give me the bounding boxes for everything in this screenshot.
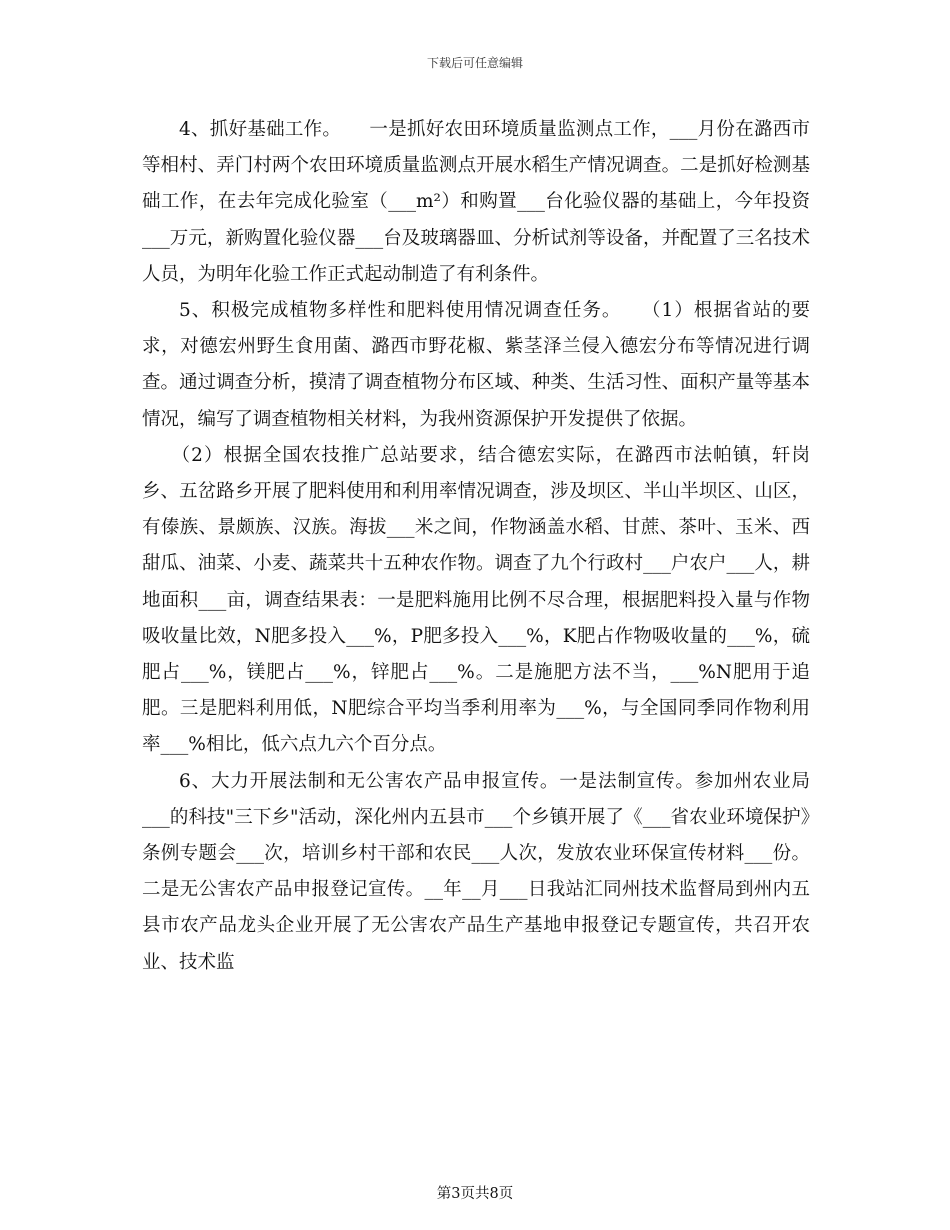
- document-body: [142, 112, 810, 981]
- paragraph-survey-tasks: 5、积极完成植物多样性和肥料使用情况调查任务。 （1）根据省站的要求，对德宏州野生食用菌、潞西市野花椒、紫茎泽兰侵入德宏分布等情况进行调查。通过调查分析，摸清了调查植物分布区域、种类、生活习性、面积产量等基本情况，编写了调查植物相关材料，为我州资源保护开发提供了依据。: [142, 300, 810, 430]
- page-footer: 第3页共8页: [436, 1186, 514, 1202]
- page-header: 下载后可任意编辑: [426, 56, 523, 70]
- paragraph-basic-work: 4、抓好基础工作。 一是抓好农田环境质量监测点工作，___月份在潞西市等相村、弄门村两个农田环境质量监测点开展水稻生产情况调查。二是抓好检测基础工作，在去年完成化验室（___m²）和购置___台化验仪器的基础上，今年投资___万元，新购置化验仪器___台及玻璃器皿、分析试剂等设备，并配置了三名技术人员，为明年化验工作正式起动制造了有利条件。: [142, 119, 810, 285]
- paragraph-legal-promotion: 6、大力开展法制和无公害农产品申报宣传。一是法制宣传。参加州农业局___的科技"三下乡"活动，深化州内五县市___个乡镇开展了《___省农业环境保护》条例专题会___次，培训乡村干部和农民___人次，发放农业环保宣传材料___份。二是无公害农产品申报登记宣传。__年__月___日我站汇同州技术监督局到州内五县市农产品龙头企业开展了无公害农产品生产基地申报登记专题宣传，共召开农业、技术监: [142, 770, 810, 973]
- paragraph-fertilizer-survey: （2）根据全国农技推广总站要求，结合德宏实际，在潞西市法帕镇，轩岗乡、五岔路乡开展了肥料使用和利用率情况调查，涉及坝区、半山半坝区、山区，有傣族、景颇族、汉族。海拔___米之间，作物涵盖水稻、甘蔗、茶叶、玉米、西甜瓜、油菜、小麦、蔬菜共十五种农作物。调查了九个行政村___户农户___人，耕地面积___亩，调查结果表：一是肥料施用比例不尽合理，根据肥料投入量与作物吸收量比效，N肥多投入___%，P肥多投入___%，K肥占作物吸收量的___%，硫肥占___%，镁肥占___%，锌肥占___%。二是施肥方法不当，___%N肥用于追肥。三是肥料利用低，N肥综合平均当季利用率为___%，与全国同季同作物利用率___%相比，低六点九六个百分点。: [142, 444, 810, 756]
